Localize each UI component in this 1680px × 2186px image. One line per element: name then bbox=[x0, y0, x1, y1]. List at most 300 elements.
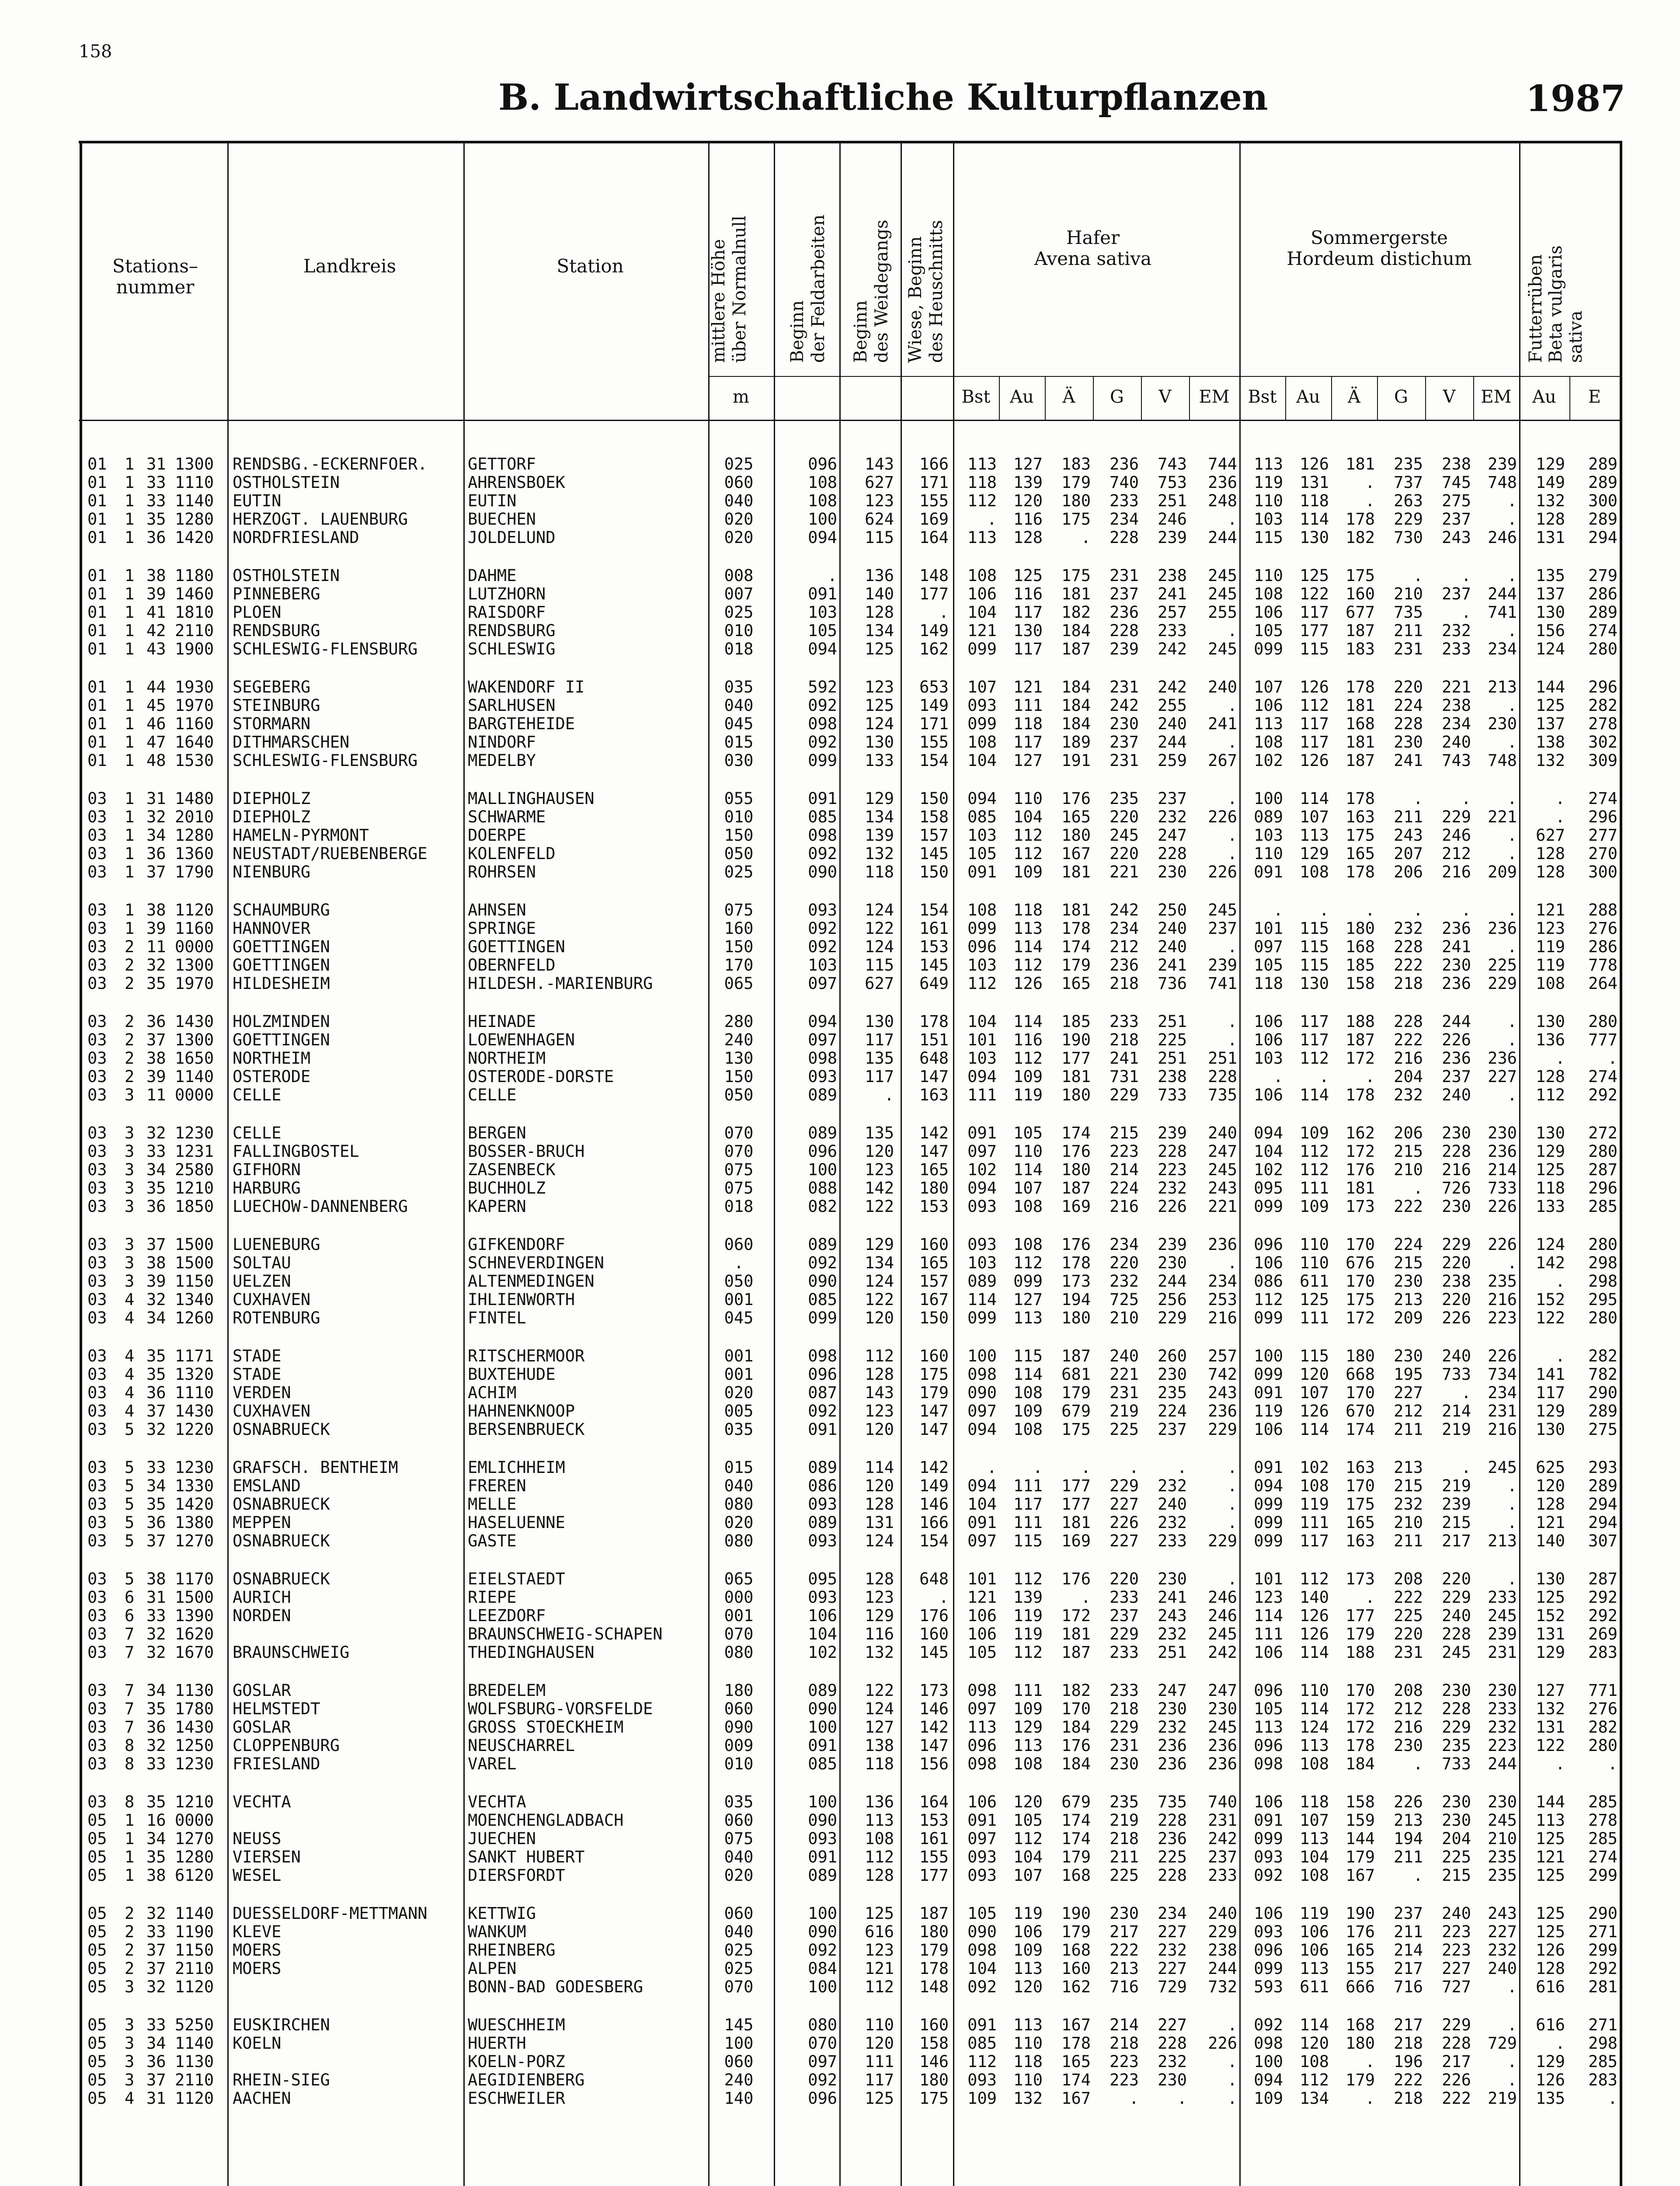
table-cell: 132 bbox=[865, 1643, 894, 1662]
table-cell: 111 bbox=[1300, 1513, 1329, 1532]
table-cell: . bbox=[1227, 2071, 1237, 2089]
table-cell: 179 bbox=[1061, 1922, 1091, 1941]
table-cell: . bbox=[1461, 1458, 1471, 1477]
table-cell: 112 bbox=[1300, 2071, 1329, 2089]
table-cell: 178 bbox=[1346, 863, 1375, 881]
table-cell: 616 bbox=[1536, 1977, 1565, 1996]
table-cell: 179 bbox=[1061, 1383, 1091, 1402]
table-cell: 113 bbox=[1536, 1811, 1565, 1830]
table-cell: 6 bbox=[125, 1606, 135, 1625]
table-cell: 176 bbox=[1061, 1235, 1091, 1254]
table-cell: 38 bbox=[146, 1570, 166, 1588]
table-cell: 100 bbox=[808, 1793, 837, 1811]
table-cell: 147 bbox=[919, 1402, 949, 1420]
table-cell: 245 bbox=[1208, 901, 1237, 919]
table-cell: . bbox=[1507, 1476, 1517, 1495]
table-cell: 237 bbox=[1110, 585, 1139, 603]
table-cell: 33 bbox=[146, 1922, 166, 1941]
table-cell: 105 bbox=[1013, 1811, 1043, 1830]
table-cell: 107 bbox=[1013, 1179, 1043, 1197]
table-row bbox=[0, 1699, 1680, 1718]
table-cell: 091 bbox=[1254, 1383, 1283, 1402]
table-cell: 163 bbox=[1346, 808, 1375, 826]
table-cell: 1930 bbox=[175, 678, 214, 696]
table-cell: 132 bbox=[1536, 1699, 1565, 1718]
table-row bbox=[0, 1681, 1680, 1699]
table-cell: KLEVE bbox=[233, 1922, 282, 1941]
table-cell: MALLINGHAUSEN bbox=[468, 789, 595, 808]
table-cell: 221 bbox=[1442, 678, 1471, 696]
table-cell: 181 bbox=[1061, 1067, 1091, 1086]
table-cell: 242 bbox=[1158, 640, 1187, 658]
table-cell: 188 bbox=[1346, 1012, 1375, 1031]
table-cell: AHNSEN bbox=[468, 901, 526, 919]
table-cell: 242 bbox=[1208, 1643, 1237, 1662]
table-cell: 096 bbox=[1254, 1736, 1283, 1755]
table-cell: 145 bbox=[919, 844, 949, 863]
table-cell: 3 bbox=[125, 2071, 135, 2089]
table-cell: 233 bbox=[1110, 1588, 1139, 1607]
table-cell: . bbox=[1227, 1458, 1237, 1477]
table-cell: 010 bbox=[724, 1754, 754, 1773]
table-cell: 009 bbox=[724, 1736, 754, 1755]
table-cell: 139 bbox=[1013, 473, 1043, 492]
table-cell: 153 bbox=[919, 1811, 949, 1830]
table-cell: 1670 bbox=[175, 1643, 214, 1662]
table-cell: 38 bbox=[146, 1253, 166, 1272]
table-cell: 1150 bbox=[175, 1272, 214, 1291]
table-cell: 225 bbox=[1110, 1866, 1139, 1885]
table-cell: RENDSBURG bbox=[468, 621, 556, 640]
table-cell: 229 bbox=[1208, 1532, 1237, 1550]
table-cell: 104 bbox=[1254, 1142, 1283, 1161]
table-cell: 289 bbox=[1588, 510, 1617, 529]
table-cell: 190 bbox=[1061, 1030, 1091, 1049]
table-cell: 121 bbox=[1536, 1848, 1565, 1866]
table-cell: 228 bbox=[1158, 1866, 1187, 1885]
table-cell: 34 bbox=[146, 1681, 166, 1700]
table-cell: 274 bbox=[1588, 1067, 1617, 1086]
table-cell: 229 bbox=[1110, 1625, 1139, 1643]
table-cell: 37 bbox=[146, 1532, 166, 1550]
table-cell: 065 bbox=[724, 1570, 754, 1588]
table-cell: . bbox=[1555, 808, 1565, 826]
table-cell: 231 bbox=[1394, 1643, 1423, 1662]
table-cell: OSNABRUECK bbox=[233, 1570, 330, 1588]
table-cell: 742 bbox=[1208, 1365, 1237, 1384]
table-cell: 211 bbox=[1110, 1848, 1139, 1866]
table-cell: 110 bbox=[1013, 2071, 1043, 2089]
table-cell: 231 bbox=[1488, 1643, 1517, 1662]
table-cell: 146 bbox=[919, 2052, 949, 2071]
table-cell: 286 bbox=[1588, 937, 1617, 956]
table-cell: 34 bbox=[146, 826, 166, 845]
table-cell: 182 bbox=[1061, 1681, 1091, 1700]
table-cell: 060 bbox=[724, 473, 754, 492]
table-cell: 125 bbox=[865, 2089, 894, 2108]
table-cell: 01 bbox=[87, 733, 107, 752]
table-cell: 098 bbox=[808, 714, 837, 733]
table-cell: 109 bbox=[1013, 1067, 1043, 1086]
table-cell: 181 bbox=[1346, 1179, 1375, 1197]
table-cell: 05 bbox=[87, 2052, 107, 2071]
table-cell: 1130 bbox=[175, 2052, 214, 2071]
table-cell: 2110 bbox=[175, 2071, 214, 2089]
table-cell: VAREL bbox=[468, 1754, 517, 1773]
table-cell: CELLE bbox=[233, 1124, 282, 1142]
table-cell: GOETTINGEN bbox=[233, 1030, 330, 1049]
table-cell: 2010 bbox=[175, 808, 214, 826]
table-cell: 104 bbox=[967, 1495, 997, 1514]
table-cell: 294 bbox=[1588, 528, 1617, 547]
table-cell: 225 bbox=[1488, 956, 1517, 975]
table-cell: 4 bbox=[125, 1402, 135, 1420]
table-cell: KETTWIG bbox=[468, 1904, 536, 1923]
table-cell: 142 bbox=[919, 1458, 949, 1477]
table-cell: 164 bbox=[919, 1793, 949, 1811]
table-cell: 229 bbox=[1442, 1588, 1471, 1607]
table-cell: 1170 bbox=[175, 1570, 214, 1588]
table-cell: 154 bbox=[919, 1532, 949, 1550]
table-cell: 222 bbox=[1394, 1197, 1423, 1216]
table-cell: 177 bbox=[1061, 1476, 1091, 1495]
table-cell: 01 bbox=[87, 491, 107, 510]
table-cell: 3 bbox=[125, 2052, 135, 2071]
table-cell: 226 bbox=[1158, 1197, 1187, 1216]
table-cell: 226 bbox=[1208, 863, 1237, 881]
table-cell: 113 bbox=[1254, 714, 1283, 733]
table-cell: 226 bbox=[1208, 2034, 1237, 2053]
table-cell: 162 bbox=[919, 640, 949, 658]
table-row bbox=[0, 1142, 1680, 1160]
table-cell: 226 bbox=[1442, 1309, 1471, 1327]
table-cell: 125 bbox=[1536, 1160, 1565, 1179]
table-cell: 099 bbox=[967, 640, 997, 658]
table-cell: 122 bbox=[1536, 1309, 1565, 1327]
table-cell: 287 bbox=[1588, 1570, 1617, 1588]
header-sommergerste: Sommergerste Hordeum distichum bbox=[1287, 227, 1472, 270]
table-cell: 001 bbox=[724, 1606, 754, 1625]
table-cell: 142 bbox=[1536, 1253, 1565, 1272]
table-cell: 089 bbox=[808, 1681, 837, 1700]
table-cell: AEGIDIENBERG bbox=[468, 2071, 585, 2089]
table-cell: 2110 bbox=[175, 621, 214, 640]
table-cell: 176 bbox=[1061, 1142, 1091, 1161]
table-cell: 3 bbox=[125, 1197, 135, 1216]
table-cell: 099 bbox=[1254, 1513, 1283, 1532]
table-cell: 33 bbox=[146, 1754, 166, 1773]
table-cell: 119 bbox=[1536, 937, 1565, 956]
table-cell: 3 bbox=[125, 1124, 135, 1142]
table-cell: 214 bbox=[1442, 1402, 1471, 1420]
table-cell: HAHNENKNOOP bbox=[468, 1402, 575, 1420]
table-cell: 295 bbox=[1588, 1290, 1617, 1309]
table-cell: 127 bbox=[1013, 1290, 1043, 1309]
table-cell: 230 bbox=[1488, 1124, 1517, 1142]
table-cell: 1 bbox=[125, 1811, 135, 1830]
table-cell: 096 bbox=[967, 937, 997, 956]
table-cell: 279 bbox=[1588, 566, 1617, 585]
table-cell: 146 bbox=[919, 1495, 949, 1514]
table-cell: 128 bbox=[865, 603, 894, 622]
table-cell: 226 bbox=[1394, 1793, 1423, 1811]
table-cell: 33 bbox=[146, 473, 166, 492]
table-cell: 278 bbox=[1588, 714, 1617, 733]
table-cell: 124 bbox=[865, 937, 894, 956]
table-cell: STADE bbox=[233, 1347, 282, 1365]
table-cell: 1 bbox=[125, 826, 135, 845]
table-cell: 100 bbox=[1254, 1347, 1283, 1365]
header-landkreis: Landkreis bbox=[303, 255, 397, 277]
table-cell: 240 bbox=[1488, 1959, 1517, 1978]
table-cell: 174 bbox=[1061, 1811, 1091, 1830]
table-cell: 176 bbox=[1061, 1736, 1091, 1755]
table-cell: 114 bbox=[1300, 1420, 1329, 1439]
table-cell: NORDEN bbox=[233, 1606, 291, 1625]
table-cell: 161 bbox=[919, 919, 949, 938]
table-cell: . bbox=[1227, 2089, 1237, 2108]
table-cell: 219 bbox=[1110, 1811, 1139, 1830]
table-cell: 245 bbox=[1208, 1718, 1237, 1737]
table-cell: 129 bbox=[1536, 455, 1565, 473]
table-cell: 227 bbox=[1110, 1532, 1139, 1550]
table-cell: 097 bbox=[808, 1030, 837, 1049]
table-cell: 648 bbox=[919, 1049, 949, 1068]
table-cell: 03 bbox=[87, 1513, 107, 1532]
table-cell: . bbox=[1227, 621, 1237, 640]
table-cell: 118 bbox=[865, 1754, 894, 1773]
table-cell: 128 bbox=[1536, 863, 1565, 881]
table-cell: GOETTINGEN bbox=[468, 937, 565, 956]
table-cell: 236 bbox=[1110, 956, 1139, 975]
table-cell: 34 bbox=[146, 1309, 166, 1327]
table-cell: 112 bbox=[1300, 1160, 1329, 1179]
table-cell: 248 bbox=[1208, 491, 1237, 510]
table-cell: 178 bbox=[1346, 510, 1375, 529]
table-cell: 236 bbox=[1488, 919, 1517, 938]
table-cell: 196 bbox=[1394, 2052, 1423, 2071]
table-cell: 097 bbox=[808, 974, 837, 993]
table-cell: 147 bbox=[919, 1736, 949, 1755]
table-cell: 125 bbox=[1013, 566, 1043, 585]
table-cell: 229 bbox=[1442, 808, 1471, 826]
table-cell: 144 bbox=[1536, 678, 1565, 696]
table-cell: 092 bbox=[967, 1977, 997, 1996]
table-cell: 1850 bbox=[175, 1197, 214, 1216]
table-cell: 733 bbox=[1442, 1754, 1471, 1773]
table-cell: 8 bbox=[125, 1736, 135, 1755]
table-cell: 227 bbox=[1158, 2015, 1187, 2034]
table-cell: 040 bbox=[724, 1848, 754, 1866]
table-cell: 216 bbox=[1394, 1049, 1423, 1068]
table-cell: 106 bbox=[808, 1606, 837, 1625]
table-cell: 292 bbox=[1588, 1959, 1617, 1978]
table-cell: 240 bbox=[1208, 1124, 1237, 1142]
table-cell: 274 bbox=[1588, 621, 1617, 640]
table-cell: 209 bbox=[1394, 1309, 1423, 1327]
table-cell: 239 bbox=[1488, 455, 1517, 473]
table-cell: 060 bbox=[724, 1811, 754, 1830]
table-cell: 03 bbox=[87, 1030, 107, 1049]
table-cell: 37 bbox=[146, 1030, 166, 1049]
table-cell: 230 bbox=[1442, 1681, 1471, 1700]
table-cell: 115 bbox=[865, 956, 894, 975]
table-cell: 03 bbox=[87, 1253, 107, 1272]
table-cell: 099 bbox=[1254, 1309, 1283, 1327]
table-cell: . bbox=[1227, 1570, 1237, 1588]
table-cell: 215 bbox=[1394, 1142, 1423, 1161]
table-cell: 120 bbox=[1536, 1476, 1565, 1495]
table-cell: 178 bbox=[1346, 1086, 1375, 1104]
table-cell: 230 bbox=[1442, 1197, 1471, 1216]
table-row bbox=[0, 863, 1680, 881]
table-cell: 277 bbox=[1588, 826, 1617, 845]
table-cell: 677 bbox=[1346, 603, 1375, 622]
table-cell: 171 bbox=[919, 473, 949, 492]
table-cell: 112 bbox=[1013, 1253, 1043, 1272]
table-cell: 222 bbox=[1394, 2071, 1423, 2089]
table-cell: 170 bbox=[1346, 1235, 1375, 1254]
table-cell: 162 bbox=[1061, 1977, 1091, 1996]
table-cell: 176 bbox=[1346, 1922, 1375, 1941]
table-cell: 117 bbox=[1013, 603, 1043, 622]
table-cell: 237 bbox=[1442, 1067, 1471, 1086]
table-cell: 091 bbox=[967, 1811, 997, 1830]
table-cell: . bbox=[1507, 901, 1517, 919]
table-cell: 280 bbox=[1588, 640, 1617, 658]
table-cell: 128 bbox=[1013, 528, 1043, 547]
table-cell: 03 bbox=[87, 901, 107, 919]
table-cell: 126 bbox=[1536, 1941, 1565, 1960]
table-cell: 189 bbox=[1061, 733, 1091, 752]
table-cell: 231 bbox=[1110, 1383, 1139, 1402]
table-cell: 217 bbox=[1442, 1532, 1471, 1550]
table-cell: 094 bbox=[967, 1179, 997, 1197]
table-cell: 173 bbox=[1061, 1272, 1091, 1291]
table-cell: 215 bbox=[1394, 1476, 1423, 1495]
table-cell: 114 bbox=[1300, 1699, 1329, 1718]
table-cell: 131 bbox=[1300, 473, 1329, 492]
table-cell: 113 bbox=[967, 528, 997, 547]
table-cell: 233 bbox=[1208, 1866, 1237, 1885]
table-cell: 0000 bbox=[175, 1086, 214, 1104]
table-cell: . bbox=[1081, 528, 1091, 547]
table-cell: 226 bbox=[1442, 1030, 1471, 1049]
table-cell: 092 bbox=[808, 696, 837, 715]
table-cell: STORMARN bbox=[233, 714, 311, 733]
table-cell: FINTEL bbox=[468, 1309, 526, 1327]
table-cell: 180 bbox=[1061, 1086, 1091, 1104]
table-cell: 139 bbox=[865, 826, 894, 845]
table-cell: 1 bbox=[125, 1848, 135, 1866]
table-cell: 245 bbox=[1110, 826, 1139, 845]
table-cell: 180 bbox=[1061, 1309, 1091, 1327]
table-cell: 110 bbox=[1013, 2034, 1043, 2053]
table-cell: 292 bbox=[1588, 1606, 1617, 1625]
table-cell: 107 bbox=[967, 678, 997, 696]
table-cell: 125 bbox=[1536, 1922, 1565, 1941]
table-cell: 232 bbox=[1442, 621, 1471, 640]
table-cell: 2 bbox=[125, 1067, 135, 1086]
table-cell: 740 bbox=[1208, 1793, 1237, 1811]
table-cell: 123 bbox=[1536, 919, 1565, 938]
table-cell: GETTORF bbox=[468, 455, 536, 473]
table-cell: 112 bbox=[1300, 696, 1329, 715]
table-cell: 099 bbox=[967, 1309, 997, 1327]
table-cell: 2 bbox=[125, 1012, 135, 1031]
table-cell: 280 bbox=[1588, 1142, 1617, 1161]
table-cell: . bbox=[1507, 937, 1517, 956]
table-cell: 5 bbox=[125, 1476, 135, 1495]
table-cell: BUXTEHUDE bbox=[468, 1365, 556, 1384]
table-cell: 117 bbox=[1300, 714, 1329, 733]
table-cell: 627 bbox=[1536, 826, 1565, 845]
table-cell: 03 bbox=[87, 863, 107, 881]
table-cell: 733 bbox=[1488, 1179, 1517, 1197]
table-cell: 140 bbox=[724, 2089, 754, 2108]
table-cell: 119 bbox=[1254, 473, 1283, 492]
table-cell: HELMSTEDT bbox=[233, 1699, 320, 1718]
table-cell: 080 bbox=[724, 1495, 754, 1514]
table-cell: 226 bbox=[1488, 1347, 1517, 1365]
table-cell: 097 bbox=[967, 1532, 997, 1550]
table-cell: 170 bbox=[1346, 1476, 1375, 1495]
table-cell: 01 bbox=[87, 621, 107, 640]
table-cell: 741 bbox=[1208, 974, 1237, 993]
table-cell: 223 bbox=[1442, 1922, 1471, 1941]
table-cell: 112 bbox=[967, 974, 997, 993]
table-cell: 03 bbox=[87, 974, 107, 993]
table-cell: 100 bbox=[724, 2034, 754, 2053]
table-cell: 220 bbox=[1110, 808, 1139, 826]
table-cell: 145 bbox=[919, 1643, 949, 1662]
table-cell: OSTERODE-DORSTE bbox=[468, 1067, 614, 1086]
table-cell: 241 bbox=[1158, 956, 1187, 975]
table-cell: 114 bbox=[1300, 510, 1329, 529]
table-cell: 119 bbox=[1013, 1086, 1043, 1104]
table-cell: 035 bbox=[724, 678, 754, 696]
table-cell: 116 bbox=[865, 1625, 894, 1643]
table-cell: 251 bbox=[1158, 1012, 1187, 1031]
table-cell: 239 bbox=[1158, 528, 1187, 547]
table-cell: 03 bbox=[87, 808, 107, 826]
table-cell: 05 bbox=[87, 2071, 107, 2089]
table-cell: 1530 bbox=[175, 751, 214, 770]
table-cell: 210 bbox=[1394, 1513, 1423, 1532]
table-cell: 111 bbox=[1300, 1309, 1329, 1327]
table-cell: 219 bbox=[1442, 1476, 1471, 1495]
table-cell: 129 bbox=[1536, 1402, 1565, 1420]
table-cell: 170 bbox=[1346, 1681, 1375, 1700]
table-cell: 099 bbox=[967, 714, 997, 733]
table-cell: DUESSELDORF-METTMANN bbox=[233, 1904, 428, 1923]
table-cell: . bbox=[734, 1253, 744, 1272]
table-cell: 121 bbox=[1013, 678, 1043, 696]
table-cell: 735 bbox=[1208, 1086, 1237, 1104]
table-cell: 213 bbox=[1394, 1290, 1423, 1309]
table-cell: 220 bbox=[1394, 678, 1423, 696]
table-row bbox=[0, 1309, 1680, 1327]
table-cell: . bbox=[1555, 1347, 1565, 1365]
table-cell: 112 bbox=[865, 1848, 894, 1866]
table-cell: 101 bbox=[967, 1570, 997, 1588]
table-cell: 181 bbox=[1346, 455, 1375, 473]
table-cell: LUTZHORN bbox=[468, 585, 546, 603]
table-cell: 0000 bbox=[175, 937, 214, 956]
table-cell: 187 bbox=[1346, 621, 1375, 640]
table-cell: 1 bbox=[125, 585, 135, 603]
table-row bbox=[0, 1866, 1680, 1884]
